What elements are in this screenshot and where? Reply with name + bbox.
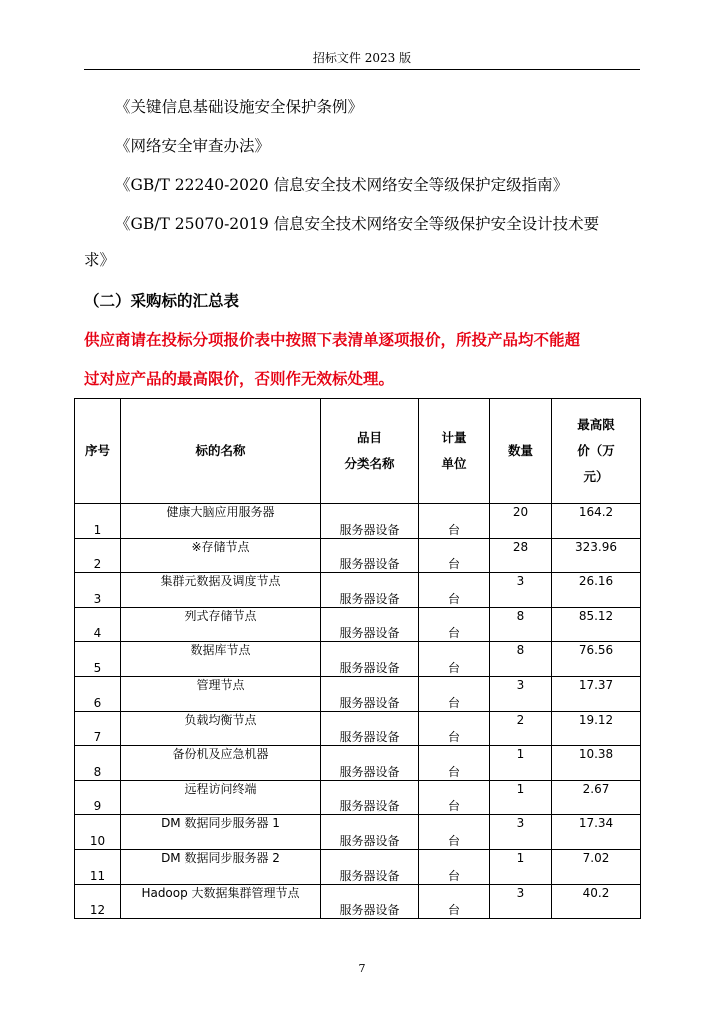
row-name: DM 数据同步服务器 2	[121, 849, 321, 884]
row-name: 备份机及应急机器	[121, 746, 321, 781]
row-unit: 台	[419, 746, 490, 781]
row-qty: 1	[490, 780, 552, 815]
row-no: 5	[75, 642, 121, 677]
row-name: 远程访问终端	[121, 780, 321, 815]
row-price: 19.12	[552, 711, 641, 746]
table-row	[75, 849, 641, 884]
row-category: 服务器设备	[321, 676, 419, 711]
row-no: 9	[75, 780, 121, 815]
row-category: 服务器设备	[321, 573, 419, 608]
row-unit: 台	[419, 815, 490, 850]
header-unit: 计量 单位	[419, 399, 490, 504]
row-category: 服务器设备	[321, 607, 419, 642]
table-row	[75, 538, 641, 573]
regulation-line-2: 《网络安全审查办法》	[115, 137, 271, 155]
table-row	[75, 815, 641, 850]
row-qty: 28	[490, 538, 552, 573]
row-price: 17.37	[552, 676, 641, 711]
row-no: 8	[75, 746, 121, 781]
row-price: 10.38	[552, 746, 641, 781]
table-header-row	[75, 399, 641, 504]
table-row	[75, 711, 641, 746]
row-unit: 台	[419, 573, 490, 608]
row-name: Hadoop 大数据集群管理节点	[121, 884, 321, 919]
row-no: 6	[75, 676, 121, 711]
regulation-line-1: 《关键信息基础设施安全保护条例》	[115, 98, 364, 116]
row-no: 2	[75, 538, 121, 573]
row-name: 列式存储节点	[121, 607, 321, 642]
row-price: 2.67	[552, 780, 641, 815]
row-qty: 8	[490, 607, 552, 642]
row-qty: 3	[490, 884, 552, 919]
row-qty: 1	[490, 746, 552, 781]
section-heading: （二）采购标的汇总表	[84, 291, 240, 310]
row-price: 85.12	[552, 607, 641, 642]
row-category: 服务器设备	[321, 711, 419, 746]
row-category: 服务器设备	[321, 746, 419, 781]
row-price: 7.02	[552, 849, 641, 884]
header-price: 最高限 价（万 元）	[552, 399, 641, 504]
row-price: 40.2	[552, 884, 641, 919]
table-row	[75, 884, 641, 919]
row-price: 76.56	[552, 642, 641, 677]
row-price: 26.16	[552, 573, 641, 608]
table-row	[75, 504, 641, 539]
table-row	[75, 607, 641, 642]
row-name: 数据库节点	[121, 642, 321, 677]
row-qty: 3	[490, 815, 552, 850]
table-row	[75, 642, 641, 677]
header-name: 标的名称	[121, 399, 321, 504]
row-qty: 8	[490, 642, 552, 677]
header-qty: 数量	[490, 399, 552, 504]
page-header: 招标文件 2023 版	[312, 51, 412, 65]
row-unit: 台	[419, 607, 490, 642]
row-price: 17.34	[552, 815, 641, 850]
row-unit: 台	[419, 780, 490, 815]
table-row	[75, 780, 641, 815]
row-unit: 台	[419, 642, 490, 677]
row-unit: 台	[419, 504, 490, 539]
row-no: 11	[75, 849, 121, 884]
row-category: 服务器设备	[321, 642, 419, 677]
row-no: 7	[75, 711, 121, 746]
row-category: 服务器设备	[321, 504, 419, 539]
notice-line-1: 供应商请在投标分项报价表中按照下表清单逐项报价，所投产品均不能超	[84, 330, 581, 349]
row-unit: 台	[419, 711, 490, 746]
row-no: 4	[75, 607, 121, 642]
row-name: 健康大脑应用服务器	[121, 504, 321, 539]
row-qty: 3	[490, 573, 552, 608]
table-row	[75, 676, 641, 711]
procurement-summary-table	[74, 398, 641, 919]
regulation-line-4-cont: 求》	[84, 251, 116, 269]
row-name: DM 数据同步服务器 1	[121, 815, 321, 850]
row-price: 323.96	[552, 538, 641, 573]
row-unit: 台	[419, 884, 490, 919]
row-no: 3	[75, 573, 121, 608]
row-qty: 3	[490, 676, 552, 711]
row-name: 负载均衡节点	[121, 711, 321, 746]
row-qty: 2	[490, 711, 552, 746]
page-number: 7	[358, 962, 366, 975]
row-qty: 20	[490, 504, 552, 539]
row-category: 服务器设备	[321, 884, 419, 919]
row-no: 10	[75, 815, 121, 850]
row-qty: 1	[490, 849, 552, 884]
row-unit: 台	[419, 676, 490, 711]
row-unit: 台	[419, 538, 490, 573]
header-divider	[84, 69, 640, 70]
row-category: 服务器设备	[321, 815, 419, 850]
regulation-line-4: 《GB/T 25070-2019 信息安全技术网络安全等级保护安全设计技术要	[115, 215, 600, 233]
row-category: 服务器设备	[321, 849, 419, 884]
notice-line-2: 过对应产品的最高限价，否则作无效标处理。	[84, 369, 395, 388]
row-name: 集群元数据及调度节点	[121, 573, 321, 608]
header-category: 品目 分类名称	[321, 399, 419, 504]
regulation-line-3: 《GB/T 22240-2020 信息安全技术网络安全等级保护定级指南》	[115, 176, 569, 194]
row-name: 管理节点	[121, 676, 321, 711]
header-no: 序号	[75, 399, 121, 504]
row-no: 1	[75, 504, 121, 539]
row-unit: 台	[419, 849, 490, 884]
table-row	[75, 573, 641, 608]
row-category: 服务器设备	[321, 780, 419, 815]
table-row	[75, 746, 641, 781]
row-no: 12	[75, 884, 121, 919]
row-name: ※存储节点	[121, 538, 321, 573]
row-category: 服务器设备	[321, 538, 419, 573]
row-price: 164.2	[552, 504, 641, 539]
